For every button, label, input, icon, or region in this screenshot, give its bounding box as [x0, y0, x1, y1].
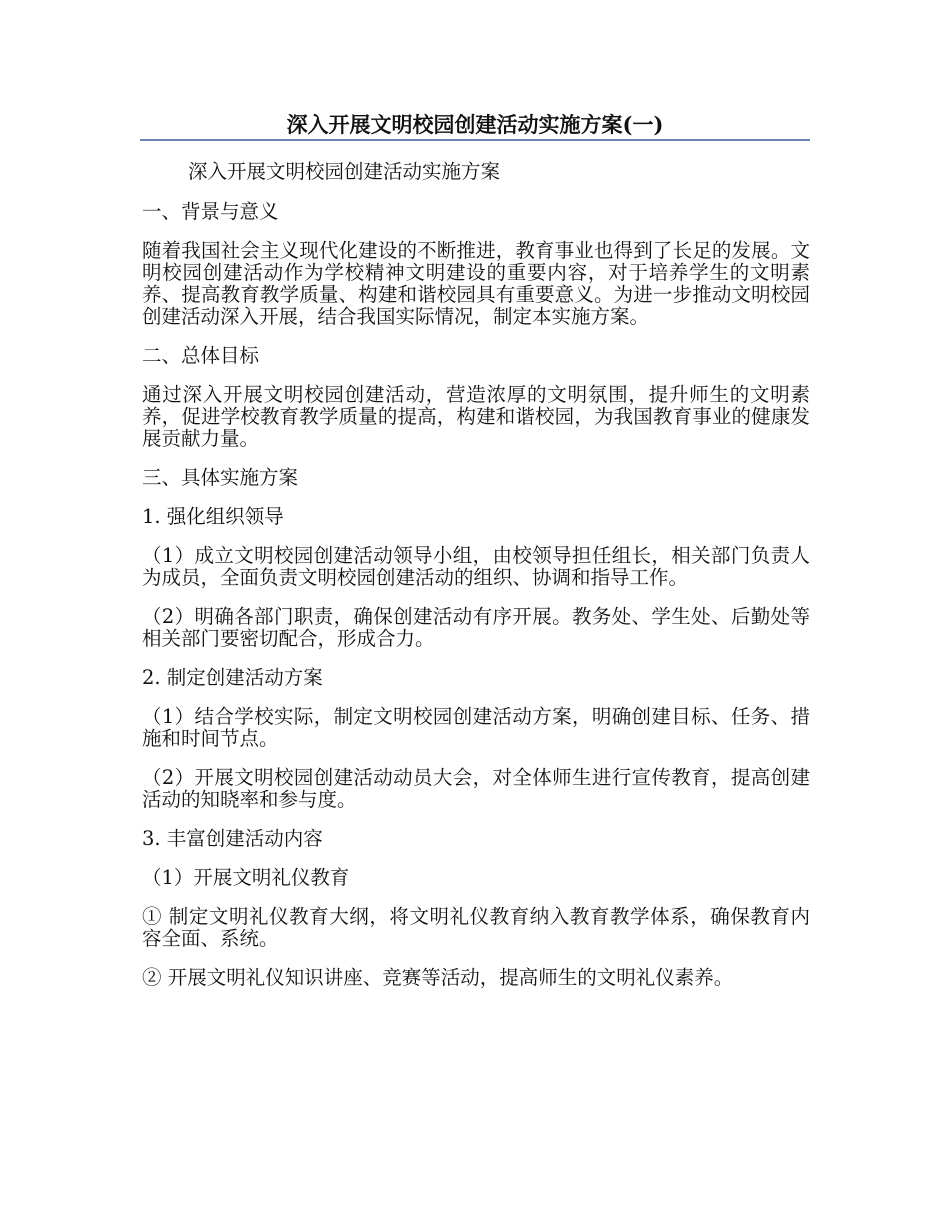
subheading-organization: 1. 强化组织领导	[142, 505, 284, 528]
section-heading-background: 一、背景与意义	[142, 200, 279, 223]
document-subtitle: 深入开展文明校园创建活动实施方案	[188, 160, 501, 183]
section-heading-goals: 二、总体目标	[142, 344, 260, 367]
subheading-plan: 2. 制定创建活动方案	[142, 666, 323, 689]
title-underline	[140, 139, 810, 141]
document-body	[142, 161, 810, 1006]
subheading-content: 3. 丰富创建活动内容	[142, 827, 323, 850]
list-item: （1）成立文明校园创建活动领导小组，由校领导担任组长，相关部门负责人为成员，全面负责文明校园创建活动的组织、协调和指导工作。	[142, 544, 810, 589]
paragraph-goals: 通过深入开展文明校园创建活动，营造浓厚的文明氛围，提升师生的文明素养，促进学校教育教学质量的提高，构建和谐校园，为我国教育事业的健康发展贡献力量。	[142, 383, 810, 450]
document-title: 深入开展文明校园创建活动实施方案(一)	[286, 112, 664, 137]
paragraph-background: 随着我国社会主义现代化建设的不断推进，教育事业也得到了长足的发展。文明校园创建活动作为学校精神文明建设的重要内容，对于培养学生的文明素养、提高教育教学质量、构建和谐校园具有重要意义。为进一步推动文明校园创建活动深入开展，结合我国实际情况，制定本实施方案。	[142, 239, 810, 328]
list-item: （2）开展文明校园创建活动动员大会，对全体师生进行宣传教育，提高创建活动的知晓率和参与度。	[142, 766, 810, 811]
list-item: （2）明确各部门职责，确保创建活动有序开展。教务处、学生处、后勤处等相关部门要密切配合，形成合力。	[142, 605, 810, 650]
list-item: ② 开展文明礼仪知识讲座、竞赛等活动，提高师生的文明礼仪素养。	[142, 966, 734, 989]
list-item: （1）开展文明礼仪教育	[142, 866, 350, 889]
section-heading-implementation: 三、具体实施方案	[142, 466, 299, 489]
list-item: ① 制定文明礼仪教育大纲，将文明礼仪教育纳入教育教学体系，确保教育内容全面、系统。	[142, 905, 810, 950]
list-item: （1）结合学校实际，制定文明校园创建活动方案，明确创建目标、任务、措施和时间节点。	[142, 705, 810, 750]
